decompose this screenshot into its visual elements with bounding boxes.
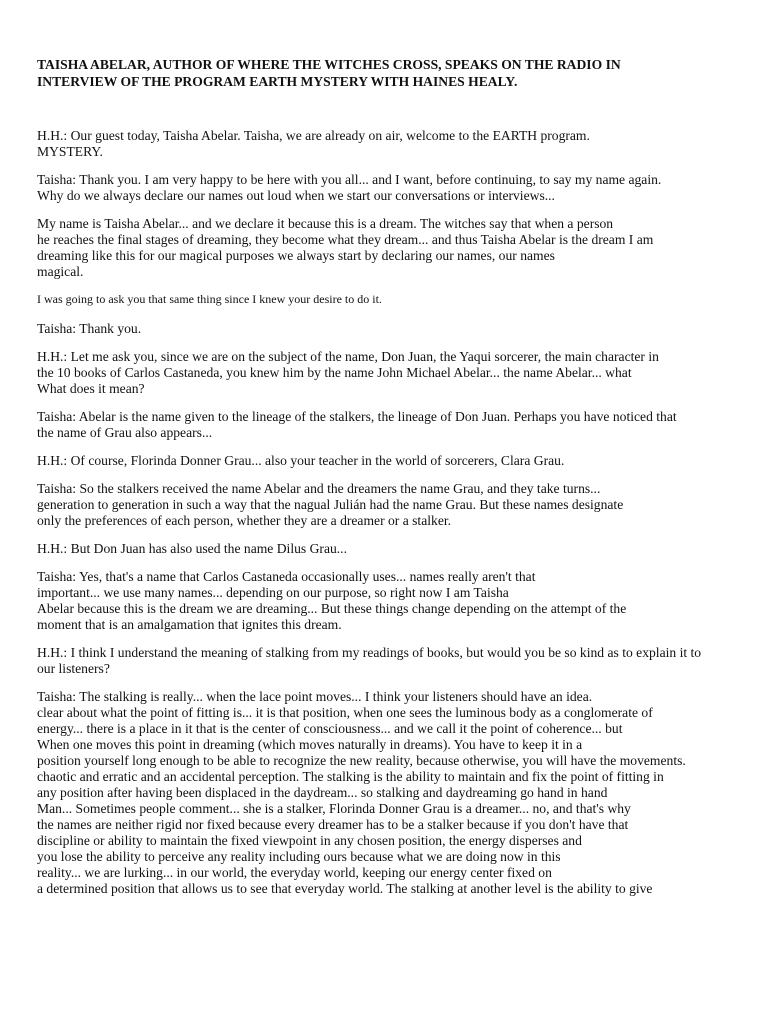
paragraph-hh-welcome [37, 128, 738, 160]
text-line: magical. [37, 264, 84, 279]
text-line: H.H.: But Don Juan has also used the name Dilus Grau... [37, 541, 347, 556]
text-line: MYSTERY. [37, 144, 103, 159]
text-line: energy... there is a place in it that is the center of consciousness... and we call it the point of coherence... but [37, 721, 623, 736]
text-line: the 10 books of Carlos Castaneda, you knew him by the name John Michael Abelar... the name Abelar... what [37, 365, 632, 380]
text-line: dreaming like this for our magical purposes we always start by declaring our names, our names [37, 248, 555, 263]
text-line: I was going to ask you that same thing since I knew your desire to do it. [37, 292, 382, 306]
text-line: generation to generation in such a way that the nagual Julián had the name Grau. But these names designate [37, 497, 624, 512]
text-line: When one moves this point in dreaming (which moves naturally in dreams). You have to keep it in a [37, 737, 583, 752]
text-line: a determined position that allows us to see that everyday world. The stalking at another level is the ability to give [37, 881, 653, 896]
text-line: Taisha: So the stalkers received the name Abelar and the dreamers the name Grau, and they take turns... [37, 481, 601, 496]
text-line: Why do we always declare our names out loud when we start our conversations or interviews... [37, 188, 555, 203]
paragraph-hh-stalking-question [37, 645, 738, 677]
paragraph-stalkers-dreamers [37, 481, 738, 529]
text-line: Taisha: Abelar is the name given to the lineage of the stalkers, the lineage of Don Juan. Perhaps you have noticed that [37, 409, 677, 424]
paragraph-hh-florinda [37, 453, 738, 469]
text-line: important... we use many names... depending on our purpose, so right now I am Taisha [37, 585, 509, 600]
text-line: H.H.: Of course, Florinda Donner Grau... also your teacher in the world of sorcerers, Clara Grau. [37, 453, 565, 468]
text-line: H.H.: Our guest today, Taisha Abelar. Taisha, we are already on air, welcome to the EARTH program. [37, 128, 590, 143]
text-line: clear about what the point of fitting is... it is that position, when one sees the luminous body as a conglomerate of [37, 705, 653, 720]
text-line: Abelar because this is the dream we are dreaming... But these things change depending on the attempt of the [37, 601, 627, 616]
text-line: What does it mean? [37, 381, 145, 396]
text-line: our listeners? [37, 661, 110, 676]
text-line: Taisha: Thank you. I am very happy to be here with you all... and I want, before continuing, to say my name again. [37, 172, 662, 187]
text-line: the name of Grau also appears... [37, 425, 213, 440]
paragraph-name-dream [37, 216, 738, 280]
paragraph-hh-name-question [37, 349, 738, 397]
text-line: chaotic and erratic and an accidental perception. The stalking is the ability to maintain and fix the point of fitting in [37, 769, 664, 784]
text-line: H.H.: I think I understand the meaning of stalking from my readings of books, but would you be so kind as to explain it to [37, 645, 702, 660]
paragraph-stalking-explained [37, 689, 738, 897]
text-line: only the preferences of each person, whether they are a dreamer or a stalker. [37, 513, 452, 528]
document-title [37, 56, 738, 90]
text-line: Taisha: Yes, that's a name that Carlos Castaneda occasionally uses... names really aren't that [37, 569, 536, 584]
text-line: he reaches the final stages of dreaming, they become what they dream... and thus Taisha Abelar is the dream I am [37, 232, 654, 247]
paragraph-ask-same [37, 292, 738, 307]
paragraph-taisha-thank-you [37, 321, 738, 337]
text-line: the names are neither rigid nor fixed because every dreamer has to be a stalker because if you don't have that [37, 817, 629, 832]
text-line: Taisha: The stalking is really... when the lace point moves... I think your listeners should have an idea. [37, 689, 593, 704]
text-line: any position after having been displaced in the daydream... so stalking and daydreaming go hand in hand [37, 785, 608, 800]
paragraph-hh-dilus-grau [37, 541, 738, 557]
text-line: Taisha: Thank you. [37, 321, 142, 336]
paragraph-names-purpose [37, 569, 738, 633]
text-line: H.H.: Let me ask you, since we are on the subject of the name, Don Juan, the Yaqui sorcerer, the main character in [37, 349, 659, 364]
title-line: TAISHA ABELAR, AUTHOR OF WHERE THE WITCHES CROSS, SPEAKS ON THE RADIO IN [37, 57, 621, 72]
text-line: My name is Taisha Abelar... and we declare it because this is a dream. The witches say that when a person [37, 216, 614, 231]
text-line: you lose the ability to perceive any reality including ours because what we are doing now in this [37, 849, 561, 864]
text-line: position yourself long enough to be able to recognize the new reality, because otherwise, you will have the movements. [37, 753, 686, 768]
text-line: moment that is an amalgamation that ignites this dream. [37, 617, 342, 632]
text-line: Man... Sometimes people comment... she is a stalker, Florinda Donner Grau is a dreamer... no, and that's why [37, 801, 631, 816]
title-line: INTERVIEW OF THE PROGRAM EARTH MYSTERY WITH HAINES HEALY. [37, 74, 518, 89]
paragraph-abelar-lineage [37, 409, 738, 441]
paragraph-taisha-thanks [37, 172, 738, 204]
text-line: reality... we are lurking... in our world, the everyday world, keeping our energy center fixed on [37, 865, 552, 880]
text-line: discipline or ability to maintain the fixed viewpoint in any chosen position, the energy disperses and [37, 833, 582, 848]
